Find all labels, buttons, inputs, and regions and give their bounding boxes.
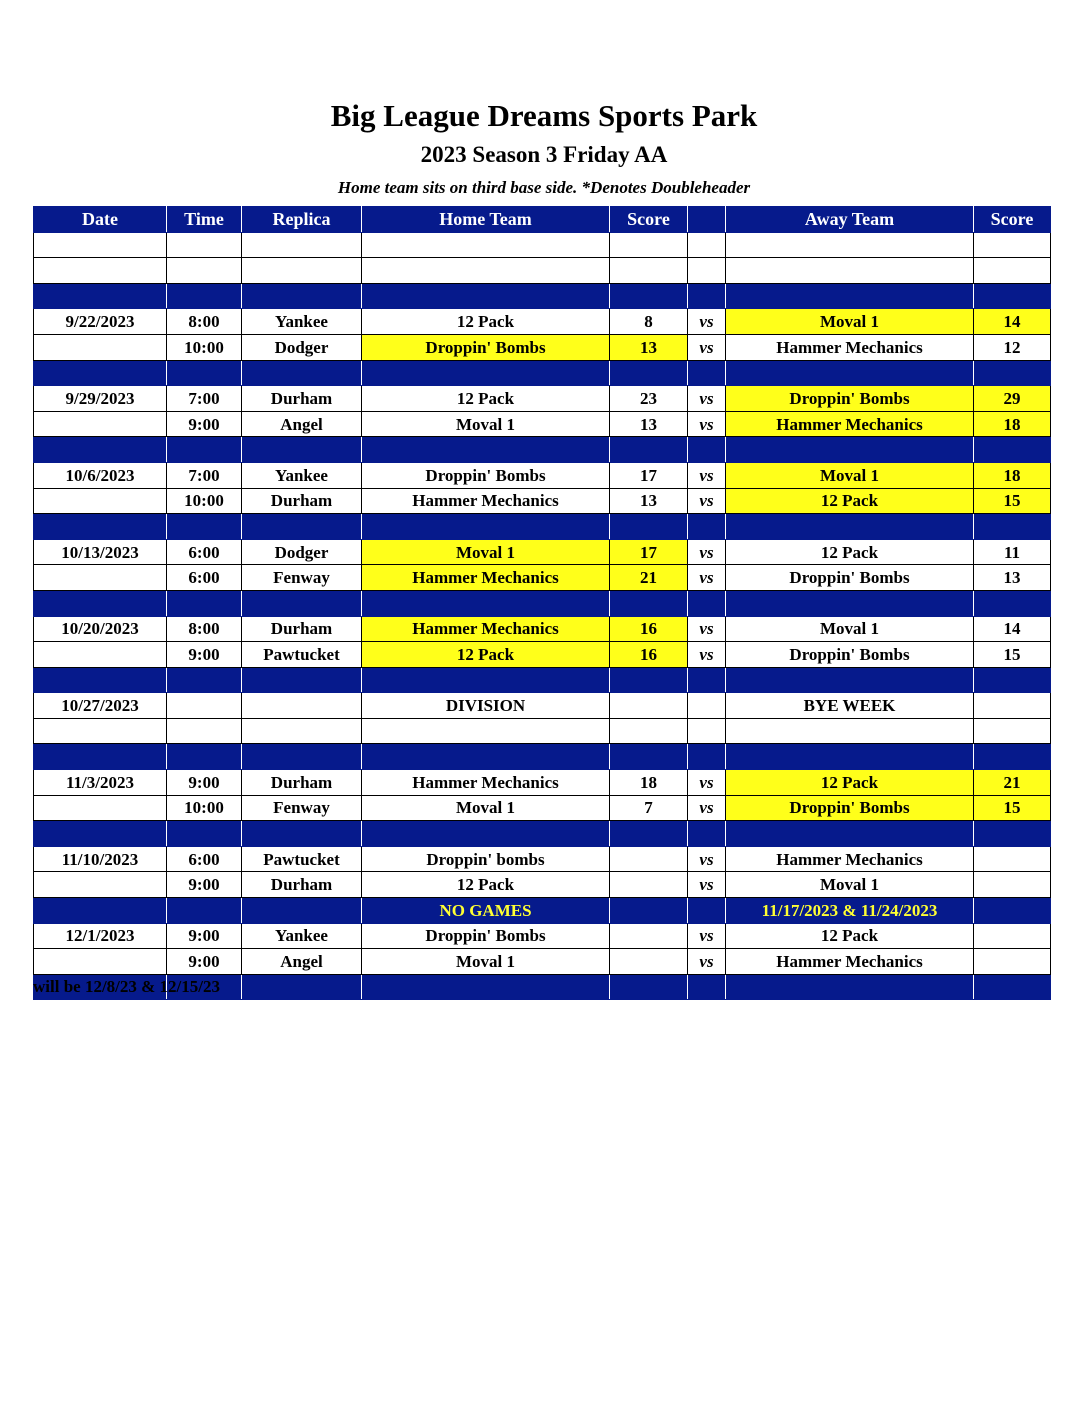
date-cell: 10/20/2023 [34, 616, 167, 642]
home-score-cell [610, 718, 688, 744]
away-team-cell: Moval 1 [726, 462, 974, 488]
band-cell [688, 667, 726, 693]
home-team-cell: Hammer Mechanics [362, 565, 610, 591]
time-cell: 9:00 [167, 770, 242, 796]
replica-cell: Dodger [242, 334, 362, 360]
date-cell [34, 232, 167, 258]
date-cell: 11/10/2023 [34, 846, 167, 872]
band-cell [974, 360, 1051, 386]
band-cell [688, 437, 726, 463]
vs-cell [688, 258, 726, 284]
replica-cell: Yankee [242, 462, 362, 488]
home-score-cell: 18 [610, 770, 688, 796]
game-row [34, 411, 1051, 437]
replica-cell: Fenway [242, 565, 362, 591]
band-cell [726, 437, 974, 463]
home-score-cell: 17 [610, 539, 688, 565]
away-team-cell: 12 Pack [726, 488, 974, 514]
away-score-cell: 18 [974, 462, 1051, 488]
away-score-cell: 29 [974, 386, 1051, 412]
band-cell [362, 974, 610, 1000]
band-cell [167, 437, 242, 463]
band-cell [610, 974, 688, 1000]
game-row [34, 309, 1051, 335]
replica-cell: Fenway [242, 795, 362, 821]
date-cell [34, 872, 167, 898]
header-away-score: Score [974, 207, 1051, 233]
band-cell [167, 514, 242, 540]
band-cell [242, 974, 362, 1000]
replica-cell: Pawtucket [242, 642, 362, 668]
away-team-cell: Droppin' Bombs [726, 386, 974, 412]
home-score-cell: 16 [610, 616, 688, 642]
away-score-cell: 15 [974, 795, 1051, 821]
home-team-cell: DIVISION [362, 693, 610, 719]
band-cell [242, 667, 362, 693]
time-cell: 7:00 [167, 386, 242, 412]
away-score-cell: 15 [974, 642, 1051, 668]
away-score-cell: 13 [974, 565, 1051, 591]
band-cell [167, 667, 242, 693]
home-score-cell: 23 [610, 386, 688, 412]
away-score-cell: 18 [974, 411, 1051, 437]
band-cell [688, 590, 726, 616]
replica-cell: Angel [242, 949, 362, 975]
band-cell [242, 514, 362, 540]
page-title: Big League Dreams Sports Park [330, 98, 758, 133]
header-away-team: Away Team [726, 207, 974, 233]
home-team-cell: Moval 1 [362, 411, 610, 437]
home-score-cell: 7 [610, 795, 688, 821]
game-row [34, 795, 1051, 821]
home-score-cell: 8 [610, 309, 688, 335]
date-cell [34, 258, 167, 284]
game-row [34, 488, 1051, 514]
band-cell [242, 283, 362, 309]
game-row [34, 565, 1051, 591]
vs-cell [688, 718, 726, 744]
date-cell: 11/3/2023 [34, 770, 167, 796]
replica-cell [242, 693, 362, 719]
game-row [34, 616, 1051, 642]
away-score-cell: 14 [974, 616, 1051, 642]
away-score-cell [974, 693, 1051, 719]
replica-cell: Angel [242, 411, 362, 437]
band-cell [610, 898, 688, 924]
band-cell [34, 590, 167, 616]
band-cell [242, 590, 362, 616]
week-divider-band [34, 590, 1051, 616]
away-team-cell: Droppin' Bombs [726, 565, 974, 591]
vs-cell: vs [688, 846, 726, 872]
game-row [34, 949, 1051, 975]
replica-cell: Durham [242, 488, 362, 514]
table-header-row [34, 207, 1051, 233]
time-cell: 6:00 [167, 846, 242, 872]
replica-cell [242, 232, 362, 258]
band-cell [726, 514, 974, 540]
band-cell [726, 283, 974, 309]
date-cell [34, 488, 167, 514]
date-cell: 10/6/2023 [34, 462, 167, 488]
home-score-cell: 13 [610, 334, 688, 360]
band-cell [167, 898, 242, 924]
time-cell: 9:00 [167, 411, 242, 437]
season-subtitle: 2023 Season 3 Friday AA [420, 142, 668, 167]
game-row [34, 770, 1051, 796]
game-row [34, 872, 1051, 898]
away-team-cell [726, 232, 974, 258]
band-cell [726, 821, 974, 847]
home-score-cell: 13 [610, 488, 688, 514]
game-row [34, 846, 1051, 872]
date-cell [34, 718, 167, 744]
home-team-cell: Droppin' bombs [362, 846, 610, 872]
away-score-cell: 12 [974, 334, 1051, 360]
band-cell [974, 514, 1051, 540]
band-cell [362, 744, 610, 770]
band-cell [34, 667, 167, 693]
replica-cell [242, 258, 362, 284]
vs-cell [688, 693, 726, 719]
vs-cell: vs [688, 488, 726, 514]
away-team-cell [726, 258, 974, 284]
vs-cell: vs [688, 949, 726, 975]
away-team-cell: BYE WEEK [726, 693, 974, 719]
home-score-cell [610, 258, 688, 284]
game-row [34, 642, 1051, 668]
away-score-cell [974, 232, 1051, 258]
week-divider-band [34, 667, 1051, 693]
week-divider-band [34, 437, 1051, 463]
week-divider-band [34, 821, 1051, 847]
away-team-cell: Hammer Mechanics [726, 411, 974, 437]
date-cell: 10/13/2023 [34, 539, 167, 565]
away-score-cell [974, 872, 1051, 898]
away-score-cell: 14 [974, 309, 1051, 335]
date-cell [34, 642, 167, 668]
band-cell [610, 437, 688, 463]
vs-cell: vs [688, 872, 726, 898]
home-team-cell: Droppin' Bombs [362, 334, 610, 360]
time-cell: 10:00 [167, 334, 242, 360]
band-cell [688, 974, 726, 1000]
band-cell [610, 744, 688, 770]
home-team-cell [362, 258, 610, 284]
band-cell [34, 514, 167, 540]
game-row [34, 462, 1051, 488]
time-cell [167, 258, 242, 284]
time-cell [167, 693, 242, 719]
replica-cell: Durham [242, 872, 362, 898]
home-score-cell: 13 [610, 411, 688, 437]
home-score-cell [610, 693, 688, 719]
time-cell: 9:00 [167, 923, 242, 949]
vs-cell: vs [688, 565, 726, 591]
time-cell [167, 718, 242, 744]
vs-cell: vs [688, 334, 726, 360]
band-cell [242, 898, 362, 924]
band-cell [974, 667, 1051, 693]
band-cell [610, 514, 688, 540]
away-team-cell [726, 718, 974, 744]
time-cell: 6:00 [167, 539, 242, 565]
home-team-cell: 12 Pack [362, 386, 610, 412]
away-team-cell: Moval 1 [726, 872, 974, 898]
band-cell [167, 360, 242, 386]
time-cell: 8:00 [167, 309, 242, 335]
time-cell [167, 232, 242, 258]
replica-cell: Dodger [242, 539, 362, 565]
home-score-cell [610, 846, 688, 872]
band-cell [974, 821, 1051, 847]
band-cell [242, 437, 362, 463]
away-score-cell: 21 [974, 770, 1051, 796]
header-home-score: Score [610, 207, 688, 233]
home-team-cell: Hammer Mechanics [362, 616, 610, 642]
home-team-cell: Moval 1 [362, 539, 610, 565]
home-score-cell [610, 923, 688, 949]
header-time: Time [167, 207, 242, 233]
time-cell: 9:00 [167, 642, 242, 668]
replica-cell: Durham [242, 770, 362, 796]
time-cell: 6:00 [167, 565, 242, 591]
band-cell [242, 360, 362, 386]
away-score-cell [974, 846, 1051, 872]
band-cell [34, 283, 167, 309]
replica-cell: Durham [242, 616, 362, 642]
header-vs [688, 207, 726, 233]
band-cell [726, 744, 974, 770]
date-cell [34, 565, 167, 591]
footer-note: will be 12/8/23 & 12/15/23 [33, 977, 220, 996]
band-cell [167, 590, 242, 616]
home-team-cell [362, 718, 610, 744]
away-team-cell: 12 Pack [726, 539, 974, 565]
band-cell [242, 821, 362, 847]
schedule-note: Home team sits on third base side. *Denotes Doubleheader [337, 178, 751, 197]
header-replica: Replica [242, 207, 362, 233]
vs-cell: vs [688, 923, 726, 949]
home-team-cell: Droppin' Bombs [362, 923, 610, 949]
game-row [34, 693, 1051, 719]
band-cell [688, 898, 726, 924]
band-cell [362, 437, 610, 463]
band-cell [610, 667, 688, 693]
home-team-cell: 12 Pack [362, 872, 610, 898]
time-cell: 8:00 [167, 616, 242, 642]
home-team-cell: Hammer Mechanics [362, 488, 610, 514]
time-cell: 7:00 [167, 462, 242, 488]
away-team-cell: Hammer Mechanics [726, 949, 974, 975]
away-team-cell: Droppin' Bombs [726, 795, 974, 821]
band-cell [34, 744, 167, 770]
band-cell [688, 821, 726, 847]
week-divider-band [34, 514, 1051, 540]
home-team-cell: Moval 1 [362, 949, 610, 975]
game-row [34, 539, 1051, 565]
away-team-cell: 12 Pack [726, 770, 974, 796]
band-cell [974, 437, 1051, 463]
vs-cell: vs [688, 309, 726, 335]
vs-cell: vs [688, 411, 726, 437]
date-cell: 10/27/2023 [34, 693, 167, 719]
date-cell [34, 949, 167, 975]
away-score-cell: 11 [974, 539, 1051, 565]
band-cell [362, 821, 610, 847]
game-row [34, 923, 1051, 949]
band-cell [167, 821, 242, 847]
vs-cell: vs [688, 462, 726, 488]
away-team-cell: Hammer Mechanics [726, 334, 974, 360]
home-team-cell: 12 Pack [362, 309, 610, 335]
band-cell [726, 590, 974, 616]
band-cell [362, 590, 610, 616]
date-cell [34, 334, 167, 360]
band-cell: 11/17/2023 & 11/24/2023 [726, 898, 974, 924]
band-cell [688, 360, 726, 386]
vs-cell: vs [688, 770, 726, 796]
band-cell [610, 821, 688, 847]
home-score-cell: 17 [610, 462, 688, 488]
date-cell [34, 795, 167, 821]
band-cell [34, 437, 167, 463]
time-cell: 10:00 [167, 795, 242, 821]
band-cell [726, 974, 974, 1000]
time-cell: 10:00 [167, 488, 242, 514]
home-score-cell [610, 949, 688, 975]
blank-row [34, 258, 1051, 284]
band-cell [974, 974, 1051, 1000]
header-date: Date [34, 207, 167, 233]
vs-cell [688, 232, 726, 258]
band-cell [974, 898, 1051, 924]
band-cell [726, 360, 974, 386]
away-score-cell [974, 718, 1051, 744]
game-row [34, 334, 1051, 360]
home-score-cell [610, 872, 688, 898]
replica-cell: Yankee [242, 309, 362, 335]
date-cell: 9/22/2023 [34, 309, 167, 335]
band-cell [610, 360, 688, 386]
band-cell [610, 283, 688, 309]
band-cell [362, 667, 610, 693]
home-score-cell [610, 232, 688, 258]
date-cell [34, 411, 167, 437]
game-row [34, 386, 1051, 412]
band-cell [974, 283, 1051, 309]
band-cell [688, 283, 726, 309]
away-team-cell: Moval 1 [726, 309, 974, 335]
away-score-cell [974, 923, 1051, 949]
date-cell: 9/29/2023 [34, 386, 167, 412]
band-cell [726, 667, 974, 693]
away-score-cell: 15 [974, 488, 1051, 514]
away-score-cell [974, 258, 1051, 284]
away-team-cell: Droppin' Bombs [726, 642, 974, 668]
header-home-team: Home Team [362, 207, 610, 233]
band-cell [362, 283, 610, 309]
home-score-cell: 21 [610, 565, 688, 591]
band-cell [167, 283, 242, 309]
band-cell [610, 590, 688, 616]
week-divider-band [34, 283, 1051, 309]
away-team-cell: Hammer Mechanics [726, 846, 974, 872]
blank-row [34, 232, 1051, 258]
home-team-cell: 12 Pack [362, 642, 610, 668]
band-cell [34, 821, 167, 847]
vs-cell: vs [688, 386, 726, 412]
date-cell: 12/1/2023 [34, 923, 167, 949]
no-games-band [34, 898, 1051, 924]
band-cell [688, 514, 726, 540]
away-team-cell: Moval 1 [726, 616, 974, 642]
schedule-table [33, 206, 1051, 1000]
replica-cell [242, 718, 362, 744]
band-cell [974, 590, 1051, 616]
vs-cell: vs [688, 616, 726, 642]
band-cell [34, 898, 167, 924]
vs-cell: vs [688, 642, 726, 668]
replica-cell: Pawtucket [242, 846, 362, 872]
band-cell [362, 514, 610, 540]
home-score-cell: 16 [610, 642, 688, 668]
time-cell: 9:00 [167, 872, 242, 898]
vs-cell: vs [688, 795, 726, 821]
replica-cell: Yankee [242, 923, 362, 949]
home-team-cell: Moval 1 [362, 795, 610, 821]
week-divider-band [34, 360, 1051, 386]
home-team-cell: Droppin' Bombs [362, 462, 610, 488]
band-cell: NO GAMES [362, 898, 610, 924]
replica-cell: Durham [242, 386, 362, 412]
band-cell [974, 744, 1051, 770]
band-cell [242, 744, 362, 770]
home-team-cell [362, 232, 610, 258]
away-team-cell: 12 Pack [726, 923, 974, 949]
time-cell: 9:00 [167, 949, 242, 975]
band-cell [167, 744, 242, 770]
week-divider-band [34, 744, 1051, 770]
vs-cell: vs [688, 539, 726, 565]
home-team-cell: Hammer Mechanics [362, 770, 610, 796]
band-cell [362, 360, 610, 386]
away-score-cell [974, 949, 1051, 975]
blank-row [34, 718, 1051, 744]
band-cell [688, 744, 726, 770]
band-cell [34, 360, 167, 386]
